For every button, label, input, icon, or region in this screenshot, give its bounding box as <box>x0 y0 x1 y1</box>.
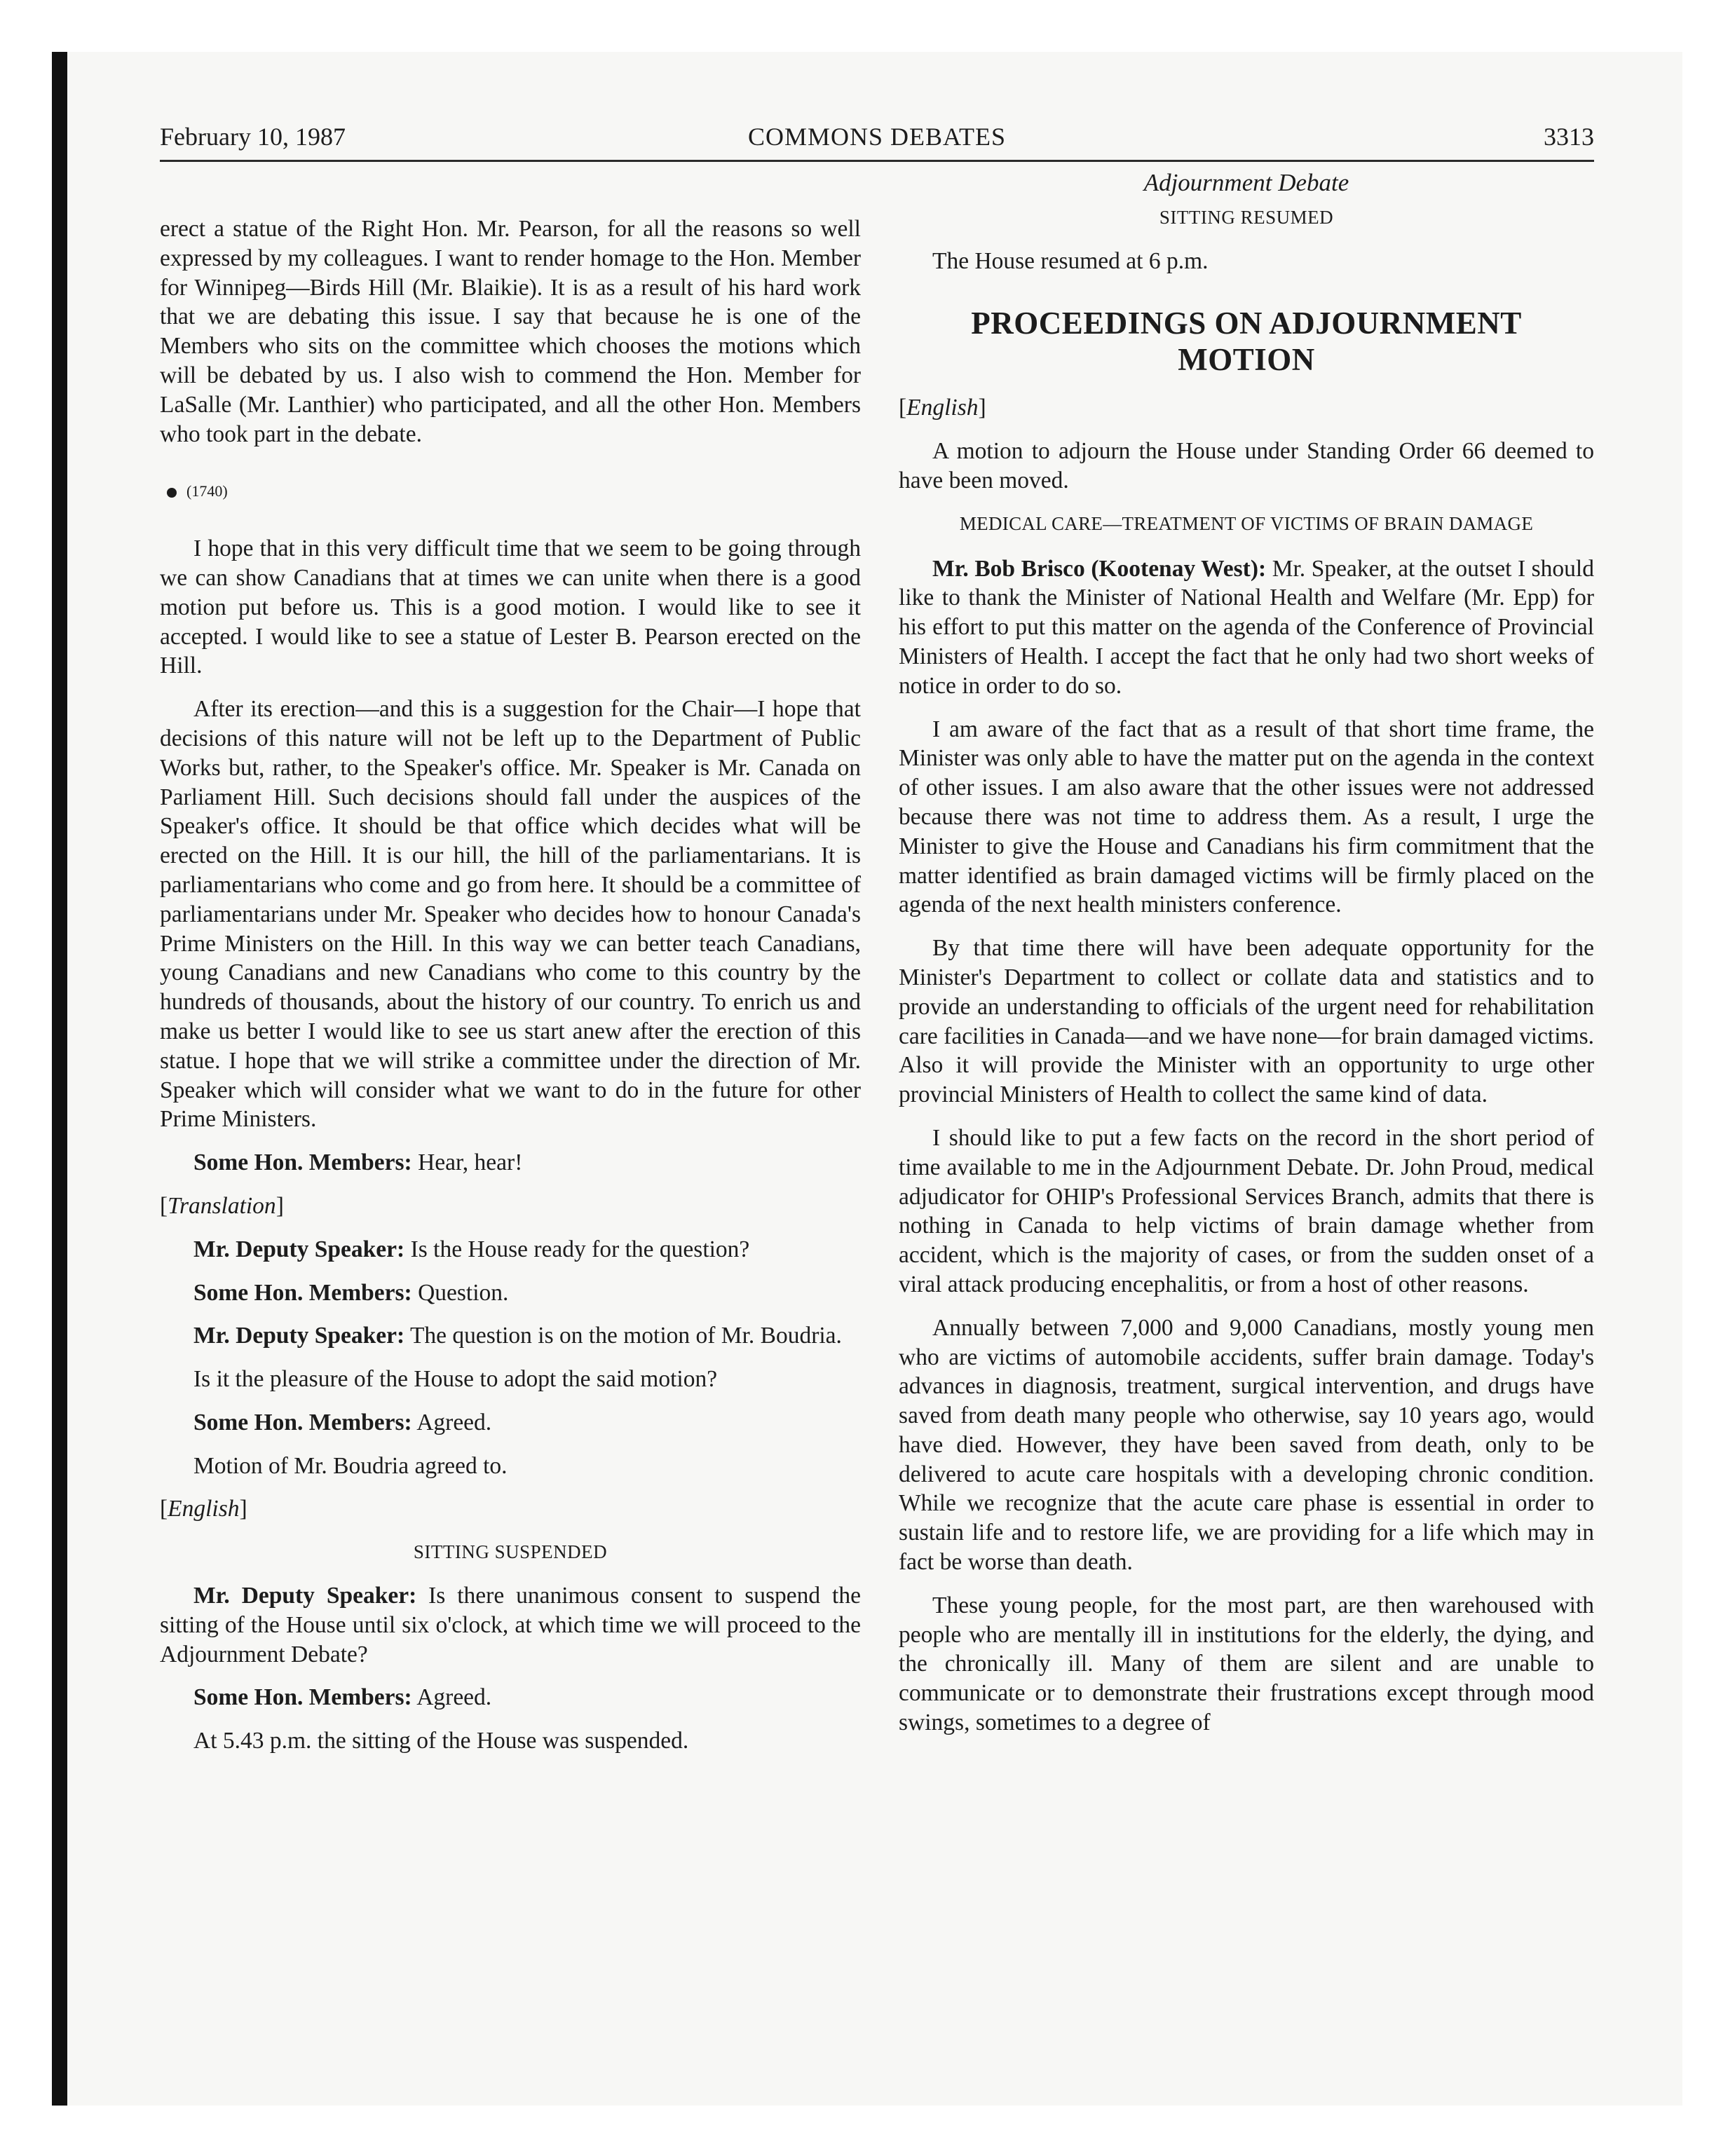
paragraph: Annually between 7,000 and 9,000 Canadians, mostly young men who are victims of automobile accidents, suffer brain damage. Today's advances in diagnosis, treatment, surgical intervention, and drugs have saved from death many people who otherwise, say 10 years ago, would have died. However, they have been saved from death, only to be delivered to acute care hospitals with a developing chronic condition. While we recognize that the acute care phase is essential in order to sustain life and to restore life, we are providing for a life which may in fact be worse than death. <box>899 1314 1594 1576</box>
paragraph: I am aware of the fact that as a result of that short time frame, the Minister was only able to have the matter put on the agenda in the context of other issues. I am also aware that the other issues were not addressed because there was not time to address them. As a result, I urge the Minister to give the House and Canadians his firm commitment that the matter identified as brain damaged victims will be firmly placed on the agenda of the next health ministers conference. <box>899 716 1594 918</box>
speech-text: Is the House ready for the question? <box>404 1236 750 1262</box>
speech-text: Agreed. <box>411 1409 492 1435</box>
left-column <box>160 168 861 1770</box>
paragraph: These young people, for the most part, are then warehoused with people who are mentally ill in institutions for the elderly, the dying, and the chronically ill. Many of them are silent and are unable to communicate or to demonstrate their frustrations except through mood swings, sometimes to a degree of <box>899 1592 1594 1736</box>
speech-text: Question. <box>411 1279 509 1306</box>
speech <box>899 554 1594 701</box>
paragraph: I should like to put a few facts on the record in the short period of time available to me in the Adjournment Debate. Dr. John Proud, medical adjudicator for OHIP's Professional Services Branch, admits that there is nothing in Canada to help victims of brain damage whether from accident, which is the majority of cases, or from the sudden onset of a viral attack producing encephalitis, or from a host of other reasons. <box>899 1124 1594 1297</box>
speech-text: Mr. Speaker, at the outset I should like to thank the Minister of National Health and Welfare (Mr. Epp) for his effort to put this matter on the agenda of the Conference of Provincial Ministers of Health. I accept the fact that he only had two short weeks of notice in order to do so. <box>899 555 1594 699</box>
speech <box>160 1581 861 1669</box>
language-marker: [Translation] <box>160 1192 284 1219</box>
subject-heading: MEDICAL CARE—TREATMENT OF VICTIMS OF BRAIN DAMAGE <box>959 512 1534 534</box>
scan-edge <box>52 52 67 2106</box>
language-label: English <box>906 395 979 421</box>
language-label: English <box>168 1496 240 1522</box>
speaker-name: Some Hon. Members: <box>193 1684 412 1711</box>
speaker-name: Mr. Deputy Speaker: <box>193 1323 405 1349</box>
speech <box>160 1683 861 1712</box>
speaker-name: Some Hon. Members: <box>193 1149 412 1176</box>
section-heading: SITTING SUSPENDED <box>413 1541 608 1563</box>
speaker-name: Mr. Deputy Speaker: <box>193 1583 417 1609</box>
main-heading: PROCEEDINGS ON ADJOURNMENT MOTION <box>971 306 1522 378</box>
paragraph: erect a statue of the Right Hon. Mr. Pearson, for all the reasons so well expressed by my colleagues. I want to render homage to the Hon. Member for Winnipeg—Birds Hill (Mr. Blaikie). It is as a result of his hard work that we are debating this issue. I say that because he is one of the Members who sits on the committee which chooses the motions which will be debated by us. I also wish to commend the Hon. Member for LaSalle (Mr. Lanthier) who participated, and all the other Hon. Members who took part in the debate. <box>160 216 861 447</box>
language-marker: [English] <box>160 1496 247 1522</box>
paragraph: At 5.43 p.m. the sitting of the House was suspended. <box>193 1728 689 1754</box>
speech <box>160 1278 861 1308</box>
speech <box>160 1408 861 1438</box>
speech <box>160 1321 861 1351</box>
language-label: Translation <box>168 1192 276 1219</box>
language-marker: [English] <box>899 395 986 421</box>
section-heading: SITTING RESUMED <box>1159 206 1334 228</box>
paragraph: I hope that in this very difficult time that we seem to be going through we can show Canadians that at times we can unite when there is a good motion put before us. This is a good motion. I would like to see it accepted. I would like to see a statue of Lester B. Pearson erected on the Hill. <box>160 535 861 679</box>
header-publication: COMMONS DEBATES <box>747 123 1007 151</box>
timestamp-text: (1740) <box>186 482 228 500</box>
speech <box>160 1235 861 1264</box>
speech-text: Agreed. <box>411 1684 492 1711</box>
paragraph: By that time there will have been adequate opportunity for the Minister's Department to collect or collate data and statistics and to provide an understanding to officials of the urgent need for rehabilitation care facilities in Canada—and we have none—for brain damaged victims. Also it will provide the Minister with an opportunity to urge other provincial Ministers of Health to collect the same kind of data. <box>899 935 1594 1108</box>
paragraph: Is it the pleasure of the House to adopt the said motion? <box>193 1366 718 1393</box>
speech-text: Is there unanimous consent to suspend the sitting of the House until six o'clock, at which time we will proceed to the Adjournment Debate? <box>160 1583 861 1667</box>
right-column <box>899 168 1594 1752</box>
paragraph: Motion of Mr. Boudria agreed to. <box>193 1452 508 1479</box>
running-head: Adjournment Debate <box>1143 169 1349 196</box>
speech-text: The question is on the motion of Mr. Boudria. <box>404 1323 842 1349</box>
paragraph: After its erection—and this is a suggestion for the Chair—I hope that decisions of this nature will not be left up to the Department of Public Works but, rather, to the Speaker's office. Mr. Speaker is Mr. Canada on Parliament Hill. Such decisions should fall under the auspices of the Speaker's office. It should be that office which decides what will be erected on the Hill. It is our hill, the hill of the parliamentarians. It is parliamentarians who come and go from here. It should be a committee of parliamentarians under Mr. Speaker who decides how to honour Canada's Prime Ministers on the Hill. In this way we can better teach Canadians, young Canadians and new Canadians who come to this country by the hundreds of thousands, about the history of our country. To enrich us and make us better I would like to see us start anew after the erection of this statue. I hope that we will strike a committee under the direction of Mr. Speaker which will consider what we want to do in the future for other Prime Ministers. <box>160 696 861 1133</box>
speaker-name: Mr. Bob Brisco (Kootenay West): <box>932 555 1267 582</box>
speech <box>160 1148 861 1178</box>
header-page-number: 3313 <box>1544 123 1594 151</box>
page-header <box>160 118 1594 162</box>
bullet-icon <box>167 488 177 498</box>
timestamp-marker <box>167 477 861 506</box>
header-date: February 10, 1987 <box>160 123 346 151</box>
paragraph: The House resumed at 6 p.m. <box>932 247 1209 274</box>
speaker-name: Mr. Deputy Speaker: <box>193 1236 405 1262</box>
speaker-name: Some Hon. Members: <box>193 1279 412 1306</box>
speaker-name: Some Hon. Members: <box>193 1409 412 1435</box>
paragraph: A motion to adjourn the House under Standing Order 66 deemed to have been moved. <box>899 438 1594 493</box>
speech-text: Hear, hear! <box>411 1149 523 1176</box>
